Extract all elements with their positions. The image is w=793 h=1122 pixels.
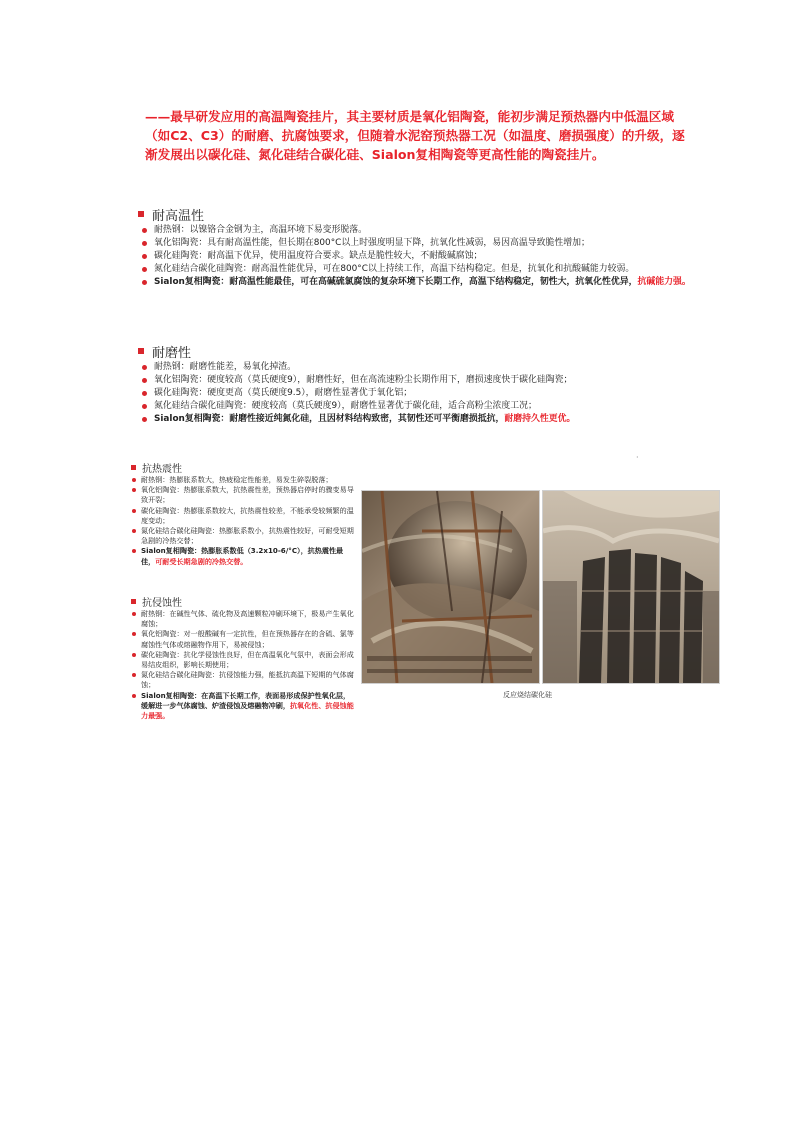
square-bullet-icon <box>131 465 136 470</box>
square-bullet-icon <box>138 348 144 354</box>
dot-mark: · <box>636 453 639 462</box>
list-item-highlight <box>131 546 355 566</box>
list-item: 氧化铝陶瓷：对一般酸碱有一定抗性，但在预热器存在的含硫、氯等腐蚀性气体或熔融物作用下，易被侵蚀； <box>131 629 355 649</box>
list-item-highlight <box>138 413 698 426</box>
list-item: 耐热钢：在碱性气体、硫化物及高速颗粒冲刷环境下，极易产生氧化腐蚀； <box>131 609 355 629</box>
list-item: 碳化硅陶瓷：热膨胀系数较大，抗热震性较差，不能承受较频繁的温度变动； <box>131 506 355 526</box>
kiln-photo-left <box>362 491 539 683</box>
section-heading <box>131 594 355 608</box>
bullet-list <box>138 361 698 426</box>
kiln-photo-right <box>543 491 719 683</box>
item-text: Sialon复相陶瓷：热膨胀系数低（3.2x10-6/°C），抗热震性最佳， <box>141 546 344 566</box>
list-item: 氧化铝陶瓷：具有耐高温性能，但长期在800°C以上时强度明显下降，抗氧化性减弱，易因高温导致脆性增加； <box>138 237 698 250</box>
item-text: Sialon复相陶瓷：在高温下长期工作，表面易形成保护性氧化层，缓解进一步气体腐蚀、炉渣侵蚀及熔融物冲刷， <box>141 690 351 710</box>
list-item-highlight <box>138 276 698 289</box>
item-text: Sialon复相陶瓷：耐磨性接近纯氮化硅，且因材料结构致密，其韧性还可平衡磨损抵抗， <box>154 414 505 424</box>
list-item: 碳化硅陶瓷：硬度更高（莫氏硬度9.5），耐磨性显著优于氧化铝； <box>138 387 698 400</box>
section-title: 耐磨性 <box>152 345 192 361</box>
list-item: 氮化硅结合碳化硅陶瓷：耐高温性能优异，可在800°C以上持续工作，高温下结构稳定。但是，抗氧化和抗酸碱能力较弱。 <box>138 263 698 276</box>
section-title: 抗侵蚀性 <box>142 597 182 609</box>
photo-sic-plates-right <box>542 490 720 684</box>
square-bullet-icon <box>131 599 136 604</box>
bullet-list <box>138 224 698 289</box>
list-item: 耐热钢：热膨胀系数大，热疲稳定性能差，易发生碎裂脱落； <box>131 475 355 485</box>
photo-preheater-interior-left <box>361 490 540 684</box>
section-erosion-resistance <box>131 594 355 721</box>
item-red-text: 可耐受长期急剧的冷热交替。 <box>155 556 248 566</box>
section-wear-resistance <box>138 342 698 426</box>
section-heading <box>138 205 698 223</box>
section-title: 抗热震性 <box>142 463 182 475</box>
list-item: 耐热钢：以镍铬合金钢为主，高温环境下易变形脱落。 <box>138 224 698 237</box>
intro-paragraph: ——最早研发应用的高温陶瓷挂片，其主要材质是氧化铝陶瓷，能初步满足预热器内中低温区域（如C2、C3）的耐磨、抗腐蚀要求，但随着水泥窑预热器工况（如温度、磨损强度）的升级，逐渐发展出以碳化硅、氮化硅结合碳化硅、Sialon复相陶瓷等更高性能的陶瓷挂片。 <box>145 109 685 162</box>
item-red-text: 抗碱能力强。 <box>637 277 691 287</box>
section-thermal-shock <box>131 460 355 567</box>
list-item-highlight <box>131 691 355 722</box>
section-heading <box>131 460 355 474</box>
section-heat-resistance <box>138 205 698 289</box>
item-red-text: 耐磨持久性更优。 <box>504 414 576 424</box>
list-item: 氮化硅结合碳化硅陶瓷：热膨胀系数小，抗热震性较好，可耐受短期急剧的冷热交替； <box>131 526 355 546</box>
list-item: 氧化铝陶瓷：硬度较高（莫氏硬度9），耐磨性好，但在高流速粉尘长期作用下，磨损速度快于碳化硅陶瓷； <box>138 374 698 387</box>
section-heading <box>138 342 698 360</box>
bullet-list <box>131 609 355 721</box>
photo-caption: 反应烧结碳化硅 <box>503 691 552 699</box>
item-text: Sialon复相陶瓷：耐高温性能最佳，可在高碱硫氯腐蚀的复杂环境下长期工作，高温下结构稳定，韧性大，抗氧化性优异， <box>154 277 638 287</box>
list-item: 氮化硅结合碳化硅陶瓷：硬度较高（莫氏硬度9），耐磨性显著优于碳化硅，适合高粉尘浓度工况； <box>138 400 698 413</box>
list-item: 碳化硅陶瓷：抗化学侵蚀性良好，但在高温氧化气氛中，表面会形成易结皮组织，影响长期使用； <box>131 650 355 670</box>
list-item: 碳化硅陶瓷：耐高温下优异，使用温度符合要求。缺点是脆性较大，不耐酸碱腐蚀； <box>138 250 698 263</box>
section-title: 耐高温性 <box>152 208 205 224</box>
list-item: 氮化硅结合碳化硅陶瓷：抗侵蚀能力强，能抵抗高温下短期的气体腐蚀； <box>131 670 355 690</box>
square-bullet-icon <box>138 211 144 217</box>
item-red-text: 抗氧化性、抗侵蚀能力最强。 <box>141 700 354 721</box>
list-item: 氧化铝陶瓷：热膨胀系数大，抗热震性差，预热器启停时的骤变易导致开裂； <box>131 485 355 505</box>
list-item: 耐热钢：耐磨性能差，易氧化掉渣。 <box>138 361 698 374</box>
bullet-list <box>131 475 355 567</box>
